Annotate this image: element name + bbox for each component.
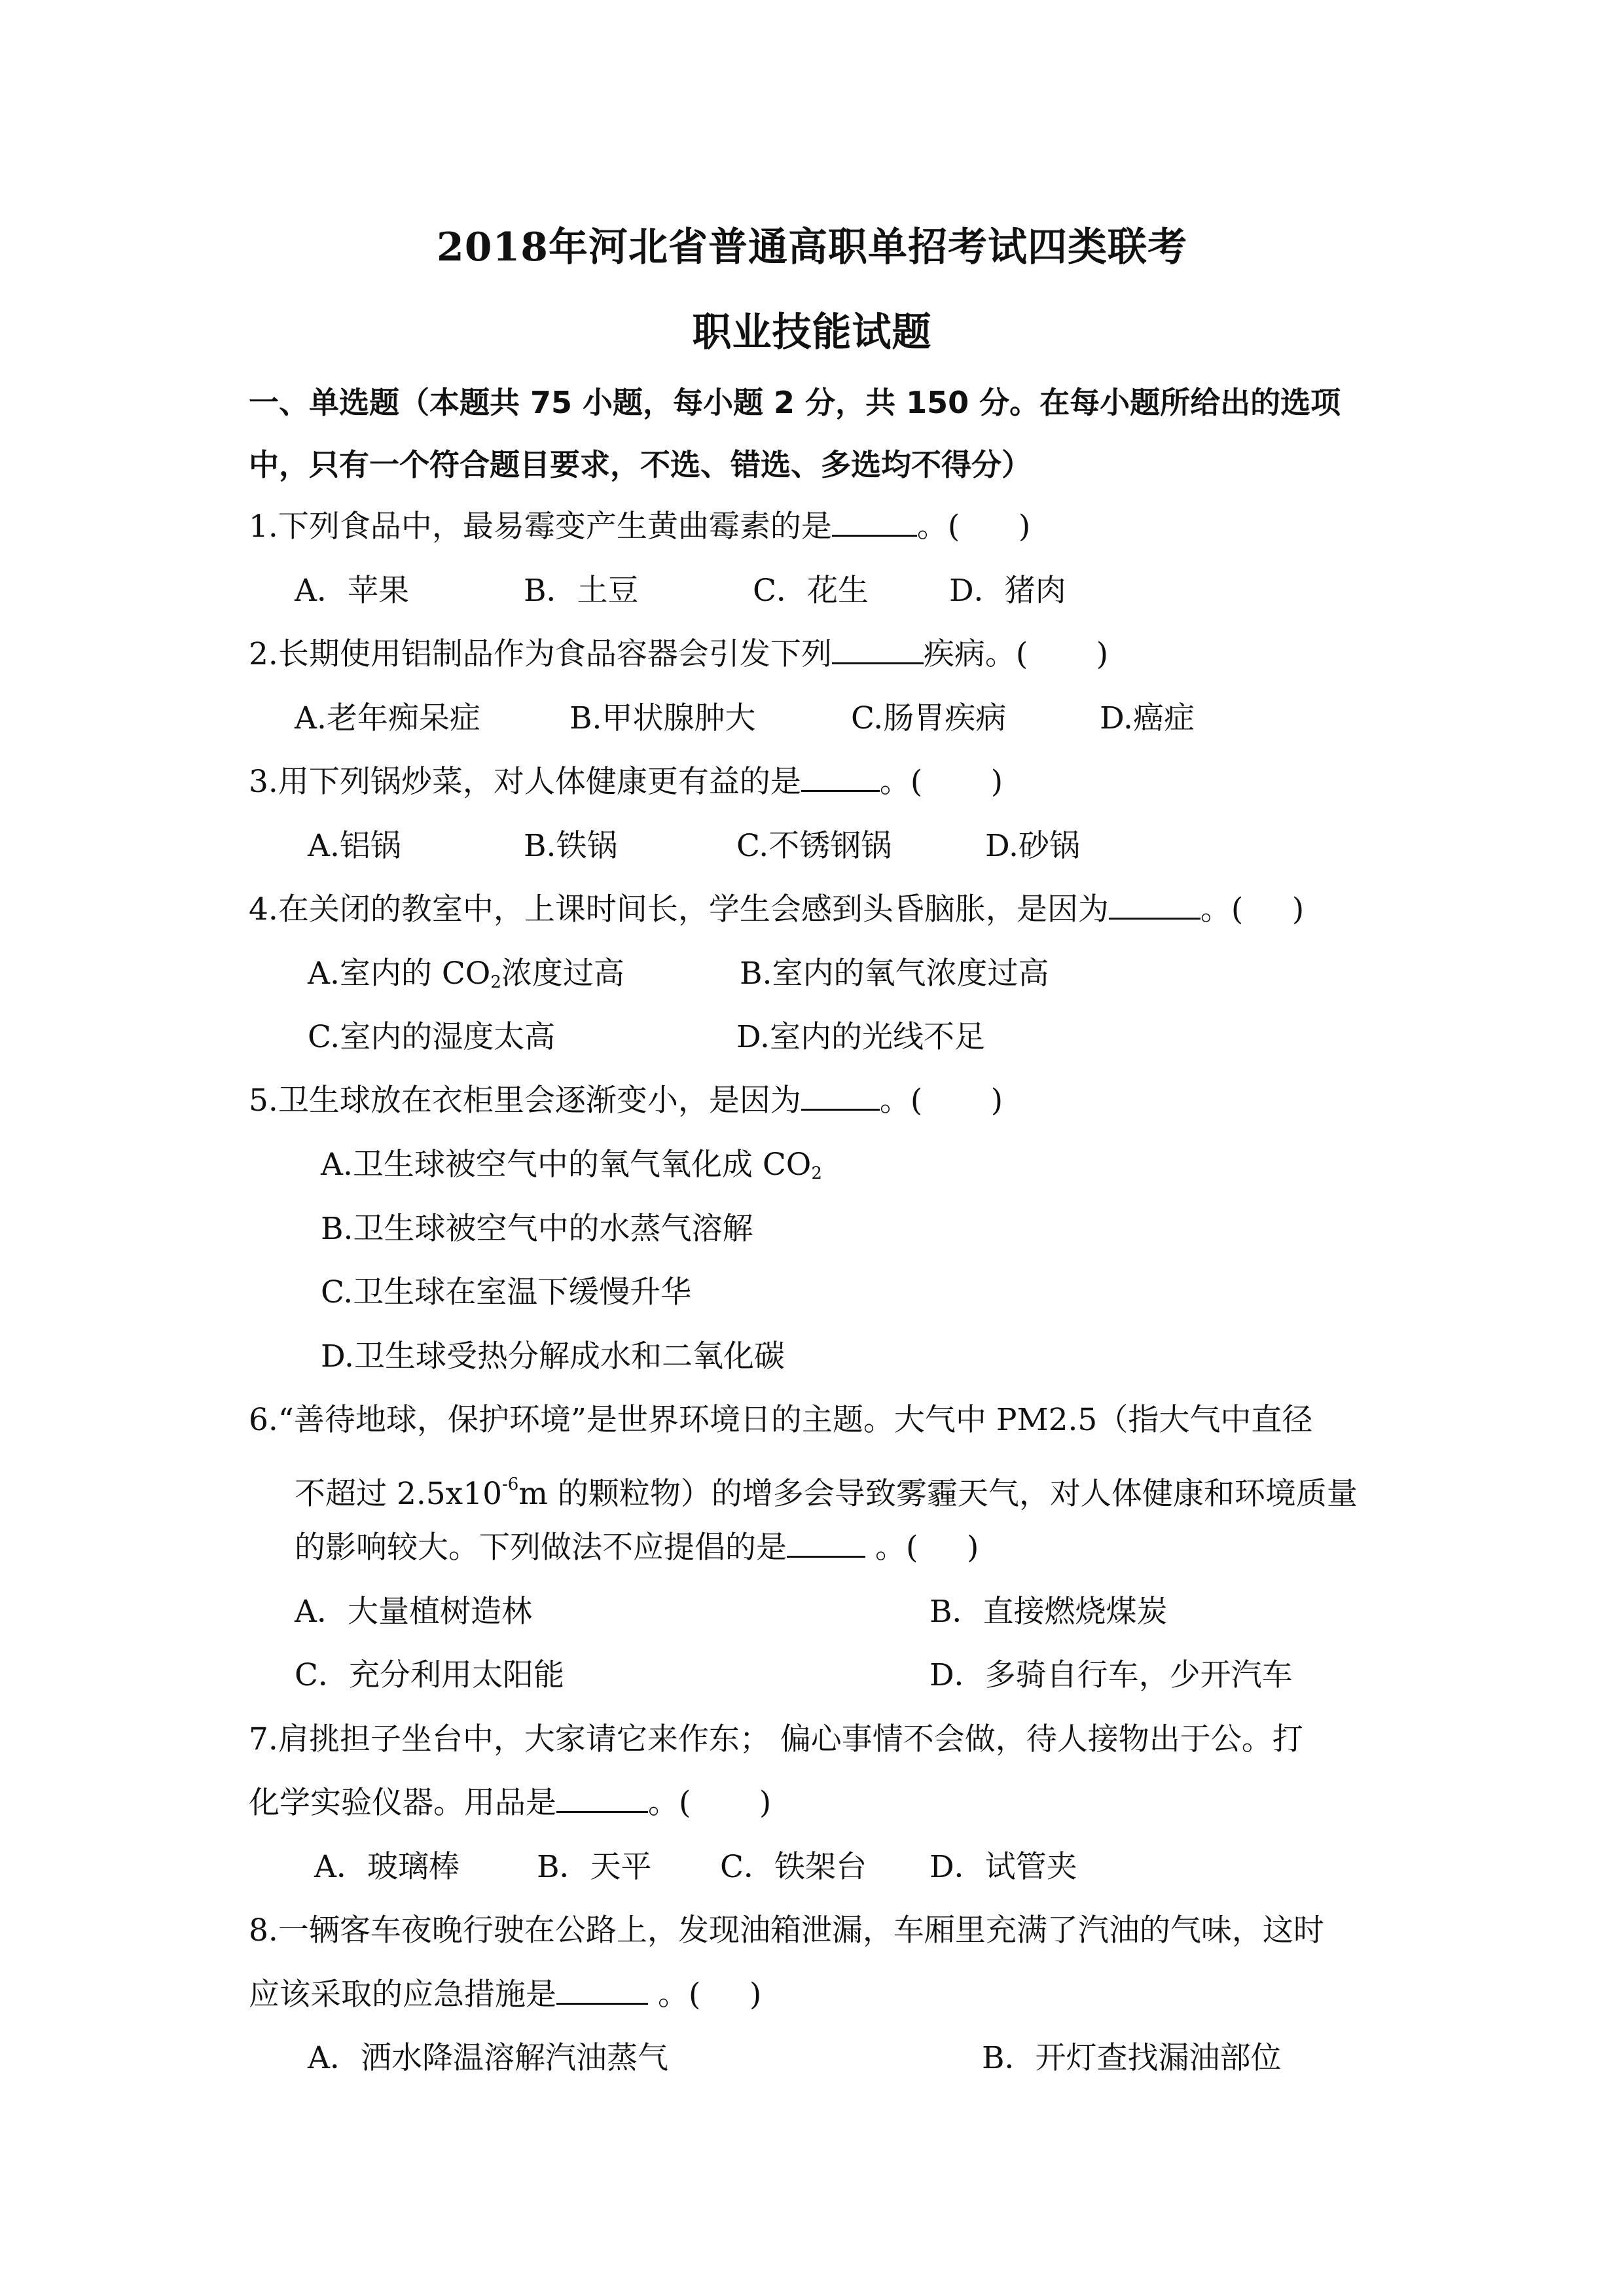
q7-option-d: D．试管夹 — [929, 1849, 1077, 1885]
answer-blank — [801, 1084, 880, 1111]
q7-option-a: A．玻璃棒 — [314, 1849, 460, 1885]
question-text: 化学实验仪器。用品是 — [249, 1785, 556, 1821]
question-6-line2 — [295, 1465, 1358, 1514]
subscript: 2 — [490, 973, 501, 992]
answer-bracket: 。( ) — [879, 764, 1003, 800]
answer-bracket: 。( ) — [648, 1977, 762, 2013]
exam-title: 2018年河北省普通高职单招考试四类联考 — [437, 224, 1187, 270]
question-7-line2 — [249, 1784, 771, 1823]
answer-bracket: 。( ) — [648, 1785, 772, 1821]
option-text: 浓度过高 — [501, 956, 624, 992]
question-text: 4.在关闭的教室中，上课时间长，学生会感到头昏脑胀，是因为 — [249, 891, 1109, 927]
question-2-stem — [249, 635, 1108, 674]
question-text: 不超过 2.5x10 — [295, 1476, 502, 1512]
question-8-line1: 8.一辆客车夜晚行驶在公路上，发现油箱泄漏，车厢里充满了汽油的气味，这时 — [249, 1912, 1324, 1948]
q7-option-c: C．铁架台 — [720, 1849, 867, 1885]
q6-option-c: C．充分利用太阳能 — [295, 1657, 564, 1693]
q3-option-d: D.砂锅 — [985, 828, 1080, 864]
section-heading-line1: 一、单选题（本题共 75 小题，每小题 2 分，共 150 分。在每小题所给出的选项 — [249, 385, 1341, 420]
question-4-stem — [249, 890, 1304, 929]
answer-blank — [832, 637, 924, 664]
q2-option-c: C.肠胃疾病 — [851, 700, 1007, 736]
question-8-line2 — [249, 1975, 761, 2015]
option-text: A.卫生球被空气中的氧气氧化成 CO — [321, 1147, 812, 1183]
answer-bracket: 。( ) — [1200, 891, 1305, 927]
q8-option-a: A．洒水降温溶解汽油蒸气 — [308, 2040, 668, 2076]
q5-option-a — [321, 1145, 822, 1193]
q6-option-b: B．直接燃烧煤炭 — [929, 1594, 1168, 1630]
option-text: A.室内的 CO — [308, 956, 491, 992]
superscript: -6 — [502, 1475, 519, 1494]
question-6-line3 — [295, 1528, 979, 1568]
answer-blank — [787, 1531, 865, 1558]
q4-option-a — [308, 954, 624, 1002]
answer-bracket: 。( ) — [916, 509, 1031, 545]
q6-option-d: D．多骑自行车，少开汽车 — [929, 1657, 1293, 1693]
q1-option-a: A．苹果 — [295, 573, 409, 609]
q5-option-c: C.卫生球在室温下缓慢升华 — [321, 1274, 692, 1310]
question-text: 1.下列食品中，最易霉变产生黄曲霉素的是 — [249, 509, 832, 545]
q3-option-a: A.铝锅 — [308, 828, 401, 864]
q1-option-c: C．花生 — [753, 573, 869, 609]
q4-option-d: D.室内的光线不足 — [736, 1019, 985, 1055]
question-text: 3.用下列锅炒菜，对人体健康更有益的是 — [249, 764, 801, 800]
answer-blank — [832, 510, 917, 537]
question-1-stem — [249, 507, 1030, 547]
question-5-stem — [249, 1081, 1003, 1121]
answer-bracket: 疾病。( ) — [923, 636, 1109, 672]
q5-option-d: D.卫生球受热分解成水和二氧化碳 — [321, 1338, 785, 1374]
q1-option-b: B．土豆 — [524, 573, 639, 609]
q1-option-d: D．猪肉 — [949, 573, 1066, 609]
q2-option-d: D.癌症 — [1100, 700, 1195, 736]
q2-option-a: A.老年痴呆症 — [295, 700, 480, 736]
q7-option-b: B．天平 — [537, 1849, 652, 1885]
exam-subtitle: 职业技能试题 — [692, 310, 932, 355]
question-text: 2.长期使用铝制品作为食品容器会引发下列 — [249, 636, 832, 672]
question-text: m 的颗粒物）的增多会导致雾霾天气，对人体健康和环境质量 — [518, 1476, 1358, 1512]
q5-option-b: B.卫生球被空气中的水蒸气溶解 — [321, 1211, 753, 1247]
answer-blank — [801, 765, 880, 792]
question-6-line1: 6.“善待地球，保护环境”是世界环境日的主题。大气中 PM2.5（指大气中直径 — [249, 1402, 1313, 1438]
question-3-stem — [249, 762, 1003, 802]
question-text: 的影响较大。下列做法不应提倡的是 — [295, 1530, 787, 1566]
q3-option-c: C.不锈钢锅 — [736, 828, 892, 864]
answer-blank — [1109, 893, 1200, 920]
question-text: 应该采取的应急措施是 — [249, 1977, 556, 2013]
q8-option-b: B．开灯查找漏油部位 — [982, 2040, 1282, 2076]
q2-option-b: B.甲状腺肿大 — [569, 700, 756, 736]
answer-bracket: 。( ) — [865, 1530, 979, 1566]
answer-blank — [556, 1786, 648, 1813]
q4-option-b: B.室内的氧气浓度过高 — [740, 956, 1049, 992]
question-text: 5.卫生球放在衣柜里会逐渐变小，是因为 — [249, 1083, 801, 1119]
q6-option-a: A．大量植树造林 — [295, 1594, 532, 1630]
q3-option-b: B.铁锅 — [524, 828, 618, 864]
q4-option-c: C.室内的湿度太高 — [308, 1019, 556, 1055]
subscript: 2 — [811, 1164, 822, 1183]
answer-bracket: 。( ) — [879, 1083, 1003, 1119]
section-heading-line2: 中，只有一个符合题目要求，不选、错选、多选均不得分） — [249, 447, 1032, 482]
question-7-line1: 7.肩挑担子坐台中，大家请它来作东； 偏心事情不会做，待人接物出于公。打 — [249, 1721, 1303, 1757]
answer-blank — [556, 1978, 648, 2005]
